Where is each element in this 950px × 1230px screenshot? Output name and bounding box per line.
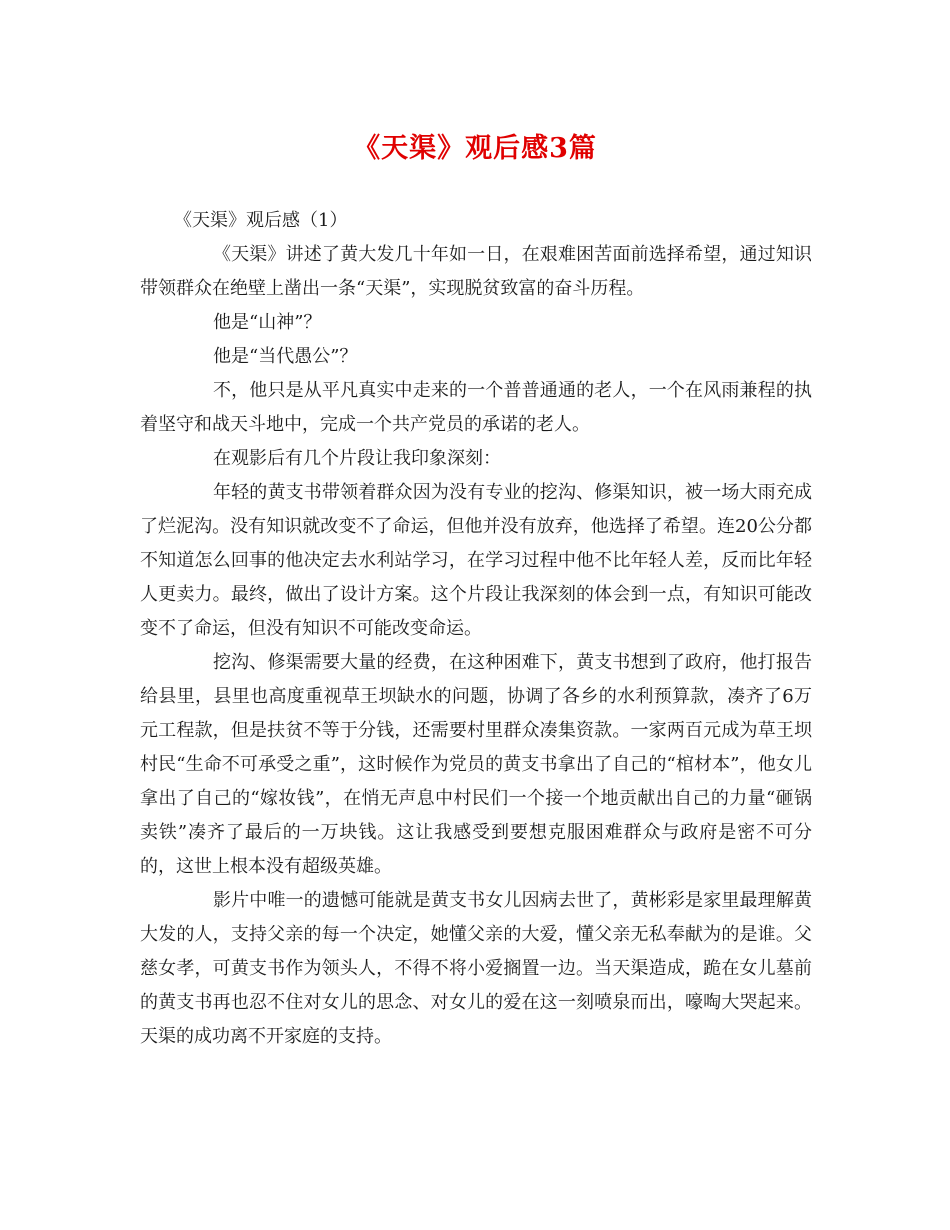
- section-heading: 《天渠》观后感（1）: [174, 210, 348, 231]
- paragraph-daughter: 影片中唯一的遗憾可能就是黄支书女儿因病去世了，黄彬彩是家里最理解黄大发的人，支持父亲的每一个决定，她懂父亲的大爱，懂父亲无私奉献为的是谁。父慈女孝，可黄支书作为领头人，不得不将小爱搁置一边。当天渠造成，跪在女儿墓前的黄支书再也忍不住对女儿的思念、对女儿的爱在这一刻喷泉而出，嚎啕大哭起来。天渠的成功离不开家庭的支持。: [140, 890, 812, 1047]
- paragraph-impressive-scenes: 在观影后有几个片段让我印象深刻：: [213, 448, 501, 469]
- paragraph-funding: 挖沟、修渠需要大量的经费，在这种困难下，黄支书想到了政府，他打报告给县里，县里也高度重视草王坝缺水的问题，协调了各乡的水利预算款，凑齐了6万元工程款，但是扶贫不等于分钱，还需要村里群众凑集资款。一家两百元成为草王坝村民“生命不可承受之重”，这时候作为党员的黄支书拿出了自己的“棺材本”，他女儿拿出了自己的“嫁妆钱”，在悄无声息中村民们一个接一个地贡献出自己的力量“砸锅卖铁”凑齐了最后的一万块钱。这让我感受到要想克服困难群众与政府是密不可分的，这世上根本没有超级英雄。: [140, 652, 812, 877]
- paragraph-knowledge: 年轻的黄支书带领着群众因为没有专业的挖沟、修渠知识，被一场大雨充成了烂泥沟。没有知识就改变不了命运，但他并没有放弃，他选择了希望。连20公分都不知道怎么回事的他决定去水利站学习，在学习过程中他不比年轻人差，反而比年轻人更卖力。最终，做出了设计方案。这个片段让我深刻的体会到一点，有知识可能改变不了命运，但没有知识不可能改变命运。: [140, 482, 812, 639]
- document-title: 《天渠》观后感3篇: [353, 133, 597, 164]
- document-body: [140, 204, 812, 1054]
- paragraph-question-mountain-god: 他是“山神”？: [213, 312, 322, 333]
- paragraph-intro: 《天渠》讲述了黄大发几十年如一日，在艰难困苦面前选择希望，通过知识带领群众在绝壁上凿出一条“天渠”，实现脱贫致富的奋斗历程。: [140, 244, 812, 299]
- paragraph-ordinary-old-man: 不，他只是从平凡真实中走来的一个普普通通的老人，一个在风雨兼程的执着坚守和战天斗地中，完成一个共产党员的承诺的老人。: [140, 380, 812, 435]
- paragraph-question-yugong: 他是“当代愚公”？: [213, 346, 358, 367]
